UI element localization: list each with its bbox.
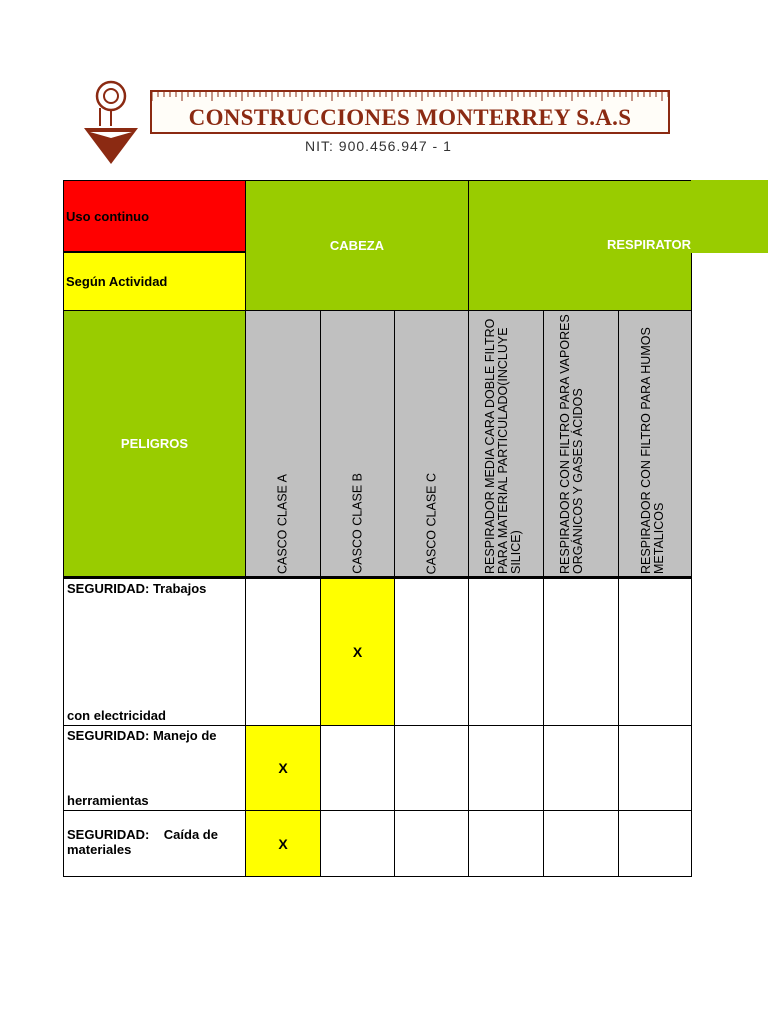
column-header-label: RESPIRADOR CON FILTRO PARA VAPORES ORGÁNICOS Y GASES ÁCIDOS: [558, 314, 585, 574]
hazard-label-top: SEGURIDAD: Manejo de: [67, 728, 217, 743]
hazard-label-top: SEGURIDAD: Caída de: [67, 827, 218, 842]
legend-by-activity-label: Según Actividad: [66, 274, 168, 289]
table-cell: [394, 810, 469, 877]
column-header-respirator-particulate: [468, 310, 544, 579]
company-header: [80, 78, 680, 168]
column-header-respirator-vapors: [543, 310, 619, 579]
column-header-respirator-fumes: [618, 310, 692, 579]
table-cell: [543, 810, 619, 877]
company-logo-icon: [80, 78, 142, 166]
hazard-label-bottom: materiales: [67, 842, 132, 857]
cell-mark: X: [278, 760, 288, 776]
table-cell: [320, 725, 395, 811]
group-head-label: CABEZA: [329, 238, 385, 253]
table-cell: [468, 810, 544, 877]
table-row-hazard: [63, 725, 246, 811]
legend-by-activity: [63, 252, 246, 311]
table-cell: [618, 810, 692, 877]
column-header-label: RESPIRADOR MEDIA CARA DOBLE FILTRO PARA MATERIAL PARTICULADO(INCLUYE SILICE): [483, 318, 523, 574]
legend-continuous-label: Uso continuo: [66, 208, 150, 224]
table-cell: [543, 725, 619, 811]
company-nit: NIT: 900.456.947 - 1: [305, 138, 452, 154]
table-cell: [320, 578, 395, 726]
ruler-icon: [152, 92, 668, 102]
company-name-box: [150, 90, 670, 134]
group-respirator-overflow: [691, 180, 768, 253]
hazard-label-bottom: herramientas: [67, 793, 149, 808]
group-respirator-label: RESPIRATOR: [606, 237, 691, 252]
table-cell: [245, 810, 321, 877]
group-respirator-header: [468, 180, 692, 311]
table-cell: [618, 578, 692, 726]
hazards-header-label: PELIGROS: [120, 436, 189, 451]
column-header-label: RESPIRADOR CON FILTRO PARA HUMOS METALICOS: [639, 327, 666, 574]
column-header-label: CASCO CLASE A: [275, 473, 290, 574]
column-header-label: CASCO CLASE C: [424, 472, 438, 574]
column-header-casco-b: [320, 310, 395, 579]
column-header-casco-c: [394, 310, 469, 579]
table-row-hazard: [63, 578, 246, 726]
table-cell: [468, 578, 544, 726]
table-cell: [245, 578, 321, 726]
table-cell: [320, 810, 395, 877]
hazards-header: [63, 310, 246, 579]
table-cell: [394, 725, 469, 811]
table-cell: [543, 578, 619, 726]
table-cell: [394, 578, 469, 726]
group-head-header: [245, 180, 469, 311]
legend-continuous: [63, 180, 246, 252]
column-header-label: CASCO CLASE B: [350, 473, 364, 574]
company-name: CONSTRUCCIONES MONTERREY S.A.S: [188, 105, 632, 130]
table-row-hazard: [63, 810, 246, 877]
table-cell: [618, 725, 692, 811]
column-header-casco-a: [245, 310, 321, 579]
cell-mark: X: [352, 644, 363, 660]
table-cell: [468, 725, 544, 811]
table-cell: [245, 725, 321, 811]
hazard-label-top: SEGURIDAD: Trabajos: [67, 581, 207, 596]
hazard-label-bottom: con electricidad: [67, 708, 166, 723]
cell-mark: X: [278, 835, 288, 852]
